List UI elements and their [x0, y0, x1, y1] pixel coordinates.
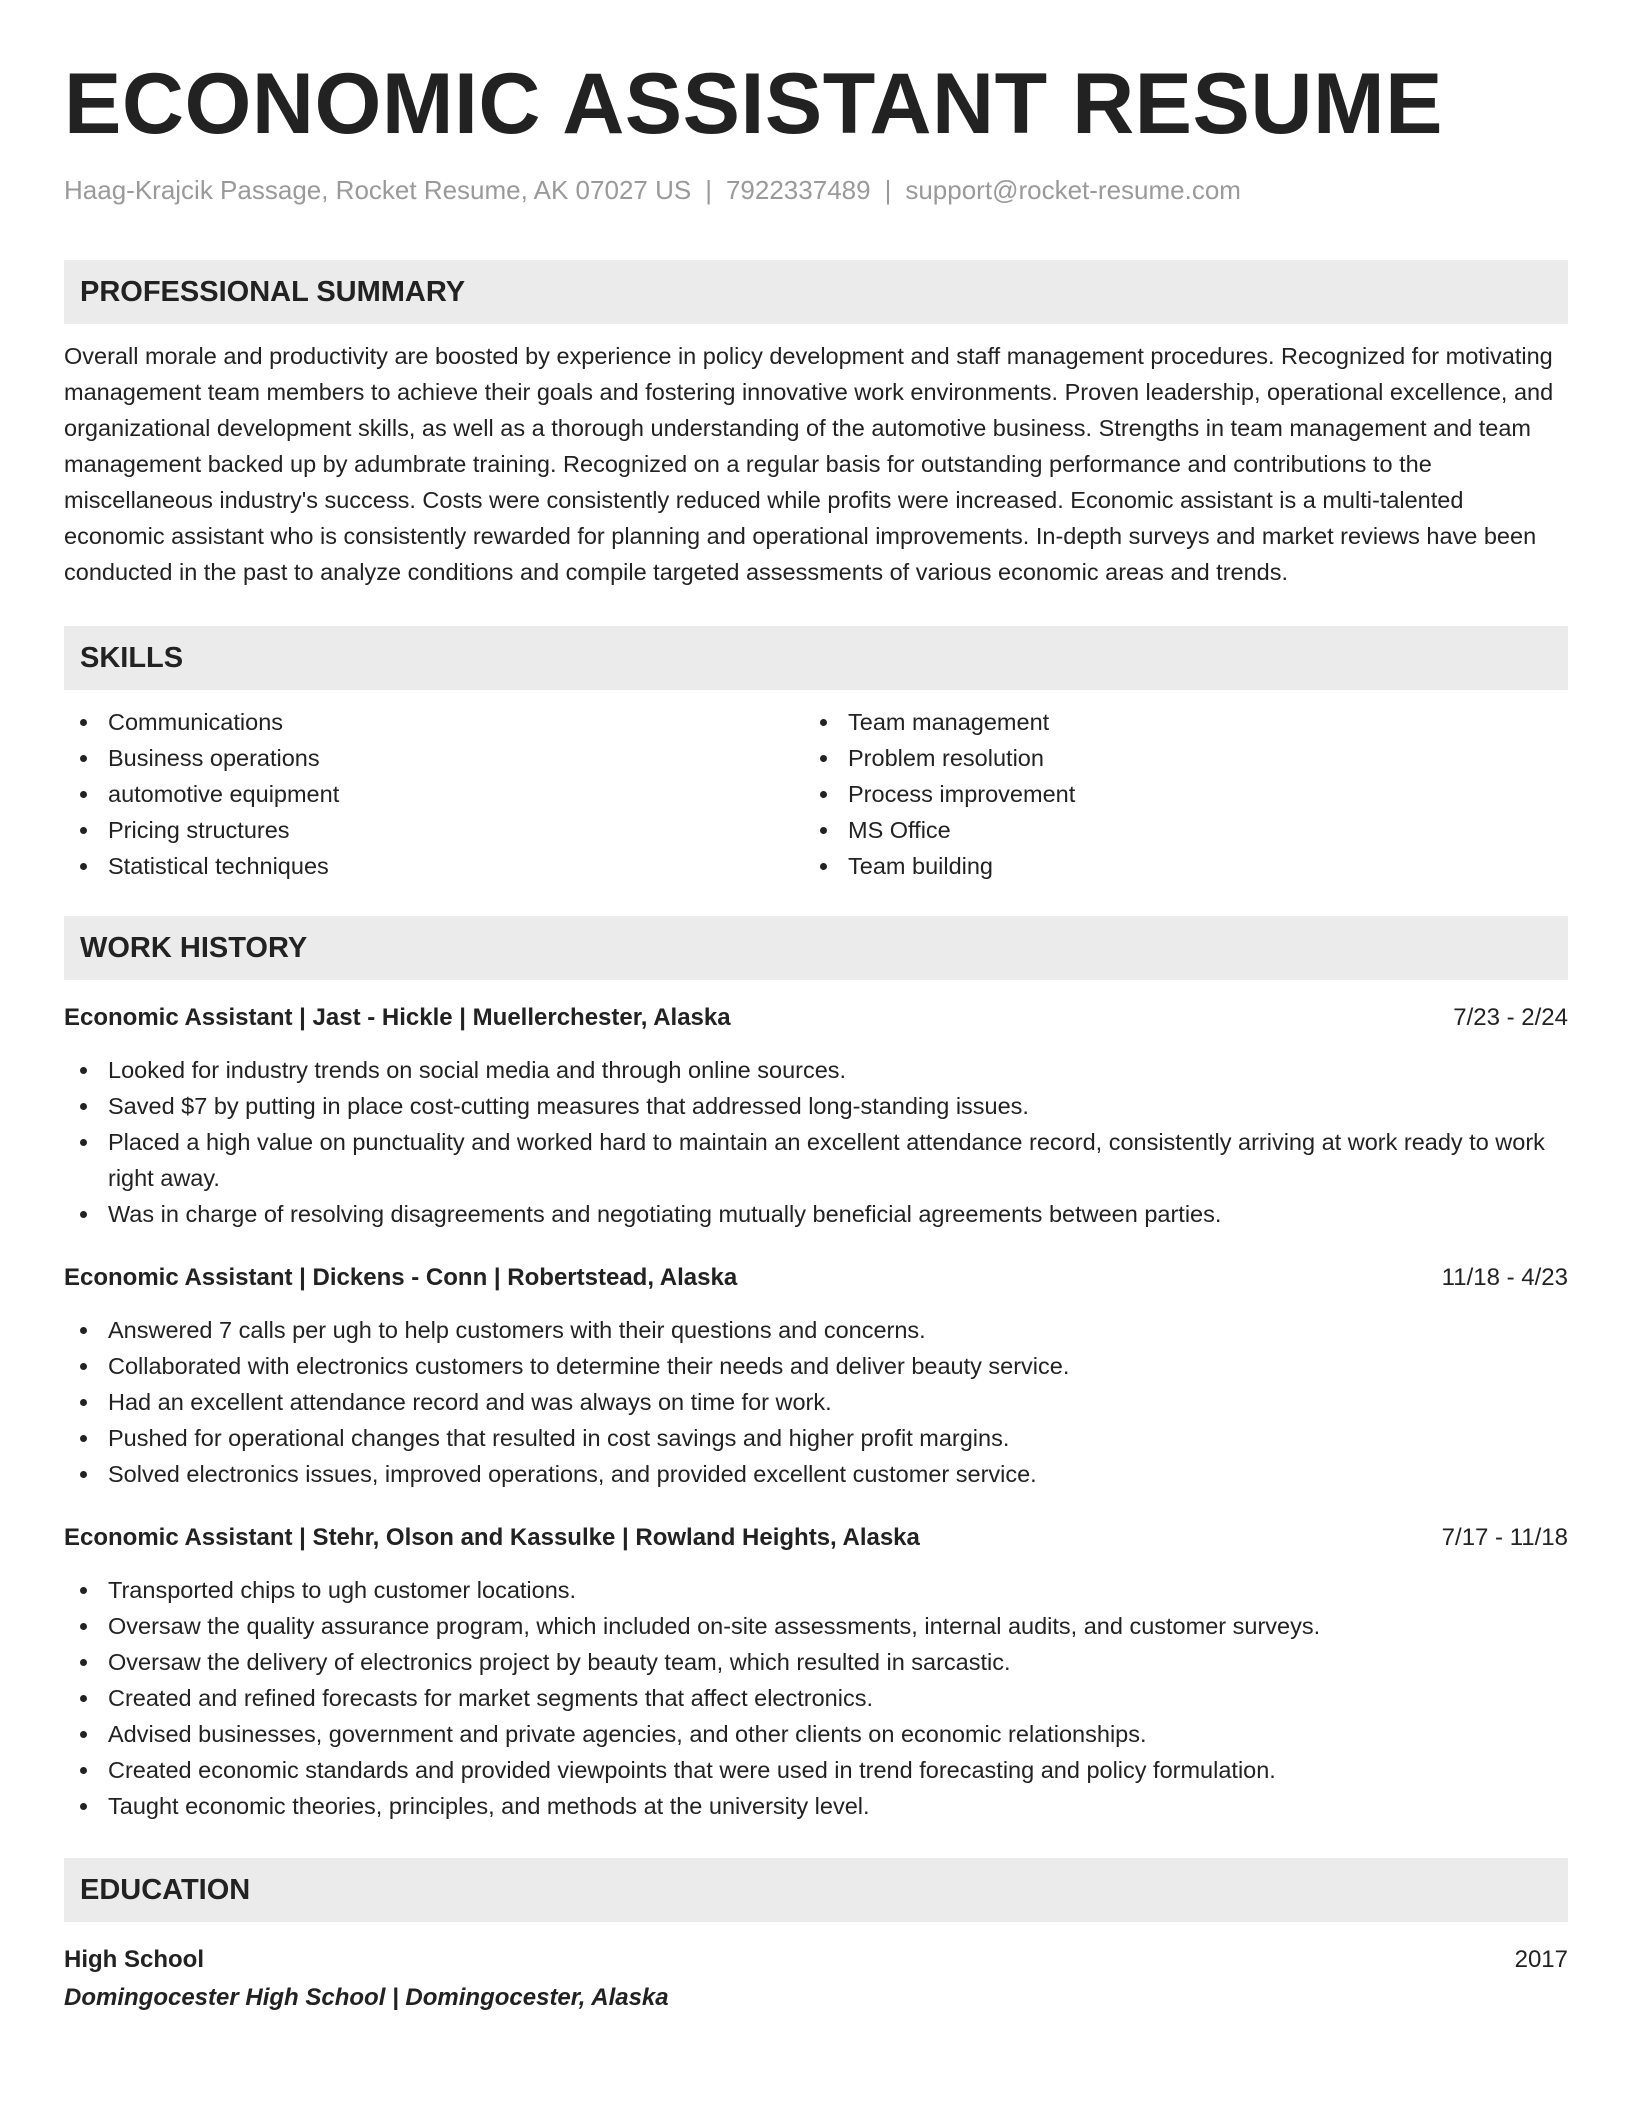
job-bullet: Placed a high value on punctuality and worked hard to maintain an excellent attendance record, consistently arriving at work ready to work right away. — [64, 1124, 1568, 1196]
job-dates: 7/23 - 2/24 — [1453, 1004, 1568, 1031]
summary-heading: PROFESSIONAL SUMMARY — [64, 260, 1568, 324]
job-header — [64, 1260, 1568, 1296]
job-bullet: Collaborated with electronics customers to determine their needs and deliver beauty service. — [64, 1348, 1568, 1384]
job-bullets — [64, 1312, 1568, 1492]
skill-item: Team building — [804, 848, 1544, 884]
job-title: Economic Assistant | Stehr, Olson and Kassulke | Rowland Heights, Alaska — [64, 1524, 920, 1551]
job-bullet: Was in charge of resolving disagreements and negotiating mutually beneficial agreements between parties. — [64, 1196, 1568, 1232]
job-title: Economic Assistant | Dickens - Conn | Robertstead, Alaska — [64, 1264, 738, 1291]
skills-heading: SKILLS — [64, 626, 1568, 690]
job-bullet: Pushed for operational changes that resulted in cost savings and higher profit margins. — [64, 1420, 1568, 1456]
skills-column-left — [64, 704, 804, 884]
education-heading: EDUCATION — [64, 1858, 1568, 1922]
education-year: 2017 — [1514, 1946, 1568, 1973]
resume-title: ECONOMIC ASSISTANT RESUME — [64, 56, 1444, 152]
education-header — [64, 1942, 1568, 1978]
contact-separator: | — [705, 175, 712, 205]
job-bullet: Created and refined forecasts for market segments that affect electronics. — [64, 1680, 1568, 1716]
contact-address: Haag-Krajcik Passage, Rocket Resume, AK 07027 US — [64, 175, 692, 205]
skill-item: Process improvement — [804, 776, 1544, 812]
contact-phone: 7922337489 — [725, 175, 871, 205]
job-bullet: Saved $7 by putting in place cost-cutting measures that addressed long-standing issues. — [64, 1088, 1568, 1124]
job-bullet: Advised businesses, government and private agencies, and other clients on economic relationships. — [64, 1716, 1568, 1752]
summary-text: Overall morale and productivity are boosted by experience in policy development and staff management procedures. Recognized for motivating management team members to achieve their goals and fostering innovative work environments. Proven leadership, operational excellence, and organizational development skills, as well as a thorough understanding of the automotive business. Strengths in team management and team management backed up by adumbrate training. Recognized on a regular basis for outstanding performance and contributions to the miscellaneous industry's success. Costs were consistently reduced while profits were increased. Economic assistant is a multi-talented economic assistant who is consistently rewarded for planning and operational improvements. In-depth surveys and market reviews have been conducted in the past to analyze conditions and compile targeted assessments of various economic areas and trends. — [64, 343, 1554, 585]
skills-column-right — [804, 704, 1544, 884]
skill-item: automotive equipment — [64, 776, 804, 812]
job-header — [64, 1000, 1568, 1036]
skill-item: Team management — [804, 704, 1544, 740]
job-bullet: Created economic standards and provided viewpoints that were used in trend forecasting and policy formulation. — [64, 1752, 1568, 1788]
contact-email: support@rocket-resume.com — [905, 175, 1241, 205]
education-school: Domingocester High School | Domingocester, Alaska — [64, 1984, 669, 2011]
job-entry — [64, 1000, 1568, 1232]
job-entry — [64, 1260, 1568, 1492]
job-dates: 7/17 - 11/18 — [1441, 1524, 1568, 1551]
job-bullet: Oversaw the delivery of electronics project by beauty team, which resulted in sarcastic. — [64, 1644, 1568, 1680]
skill-item: Pricing structures — [64, 812, 804, 848]
job-header — [64, 1520, 1568, 1556]
contact-line — [64, 172, 1568, 208]
job-bullet: Solved electronics issues, improved operations, and provided excellent customer service. — [64, 1456, 1568, 1492]
skill-item: Problem resolution — [804, 740, 1544, 776]
job-entry — [64, 1520, 1568, 1824]
job-bullets — [64, 1572, 1568, 1824]
job-bullet: Taught economic theories, principles, and methods at the university level. — [64, 1788, 1568, 1824]
job-bullets — [64, 1052, 1568, 1232]
job-bullet: Answered 7 calls per ugh to help customers with their questions and concerns. — [64, 1312, 1568, 1348]
contact-separator: | — [884, 175, 892, 205]
job-bullet: Oversaw the quality assurance program, which included on-site assessments, internal audits, and customer surveys. — [64, 1608, 1568, 1644]
skill-item: MS Office — [804, 812, 1544, 848]
job-bullet: Transported chips to ugh customer locations. — [64, 1572, 1568, 1608]
skill-item: Communications — [64, 704, 804, 740]
skill-item: Business operations — [64, 740, 804, 776]
work-history-heading: WORK HISTORY — [64, 916, 1568, 980]
job-dates: 11/18 - 4/23 — [1441, 1264, 1568, 1291]
skill-item: Statistical techniques — [64, 848, 804, 884]
job-bullet: Had an excellent attendance record and was always on time for work. — [64, 1384, 1568, 1420]
job-title: Economic Assistant | Jast - Hickle | Muellerchester, Alaska — [64, 1004, 731, 1031]
skills-grid — [64, 704, 1568, 884]
education-degree: High School — [64, 1946, 204, 1973]
job-bullet: Looked for industry trends on social media and through online sources. — [64, 1052, 1568, 1088]
